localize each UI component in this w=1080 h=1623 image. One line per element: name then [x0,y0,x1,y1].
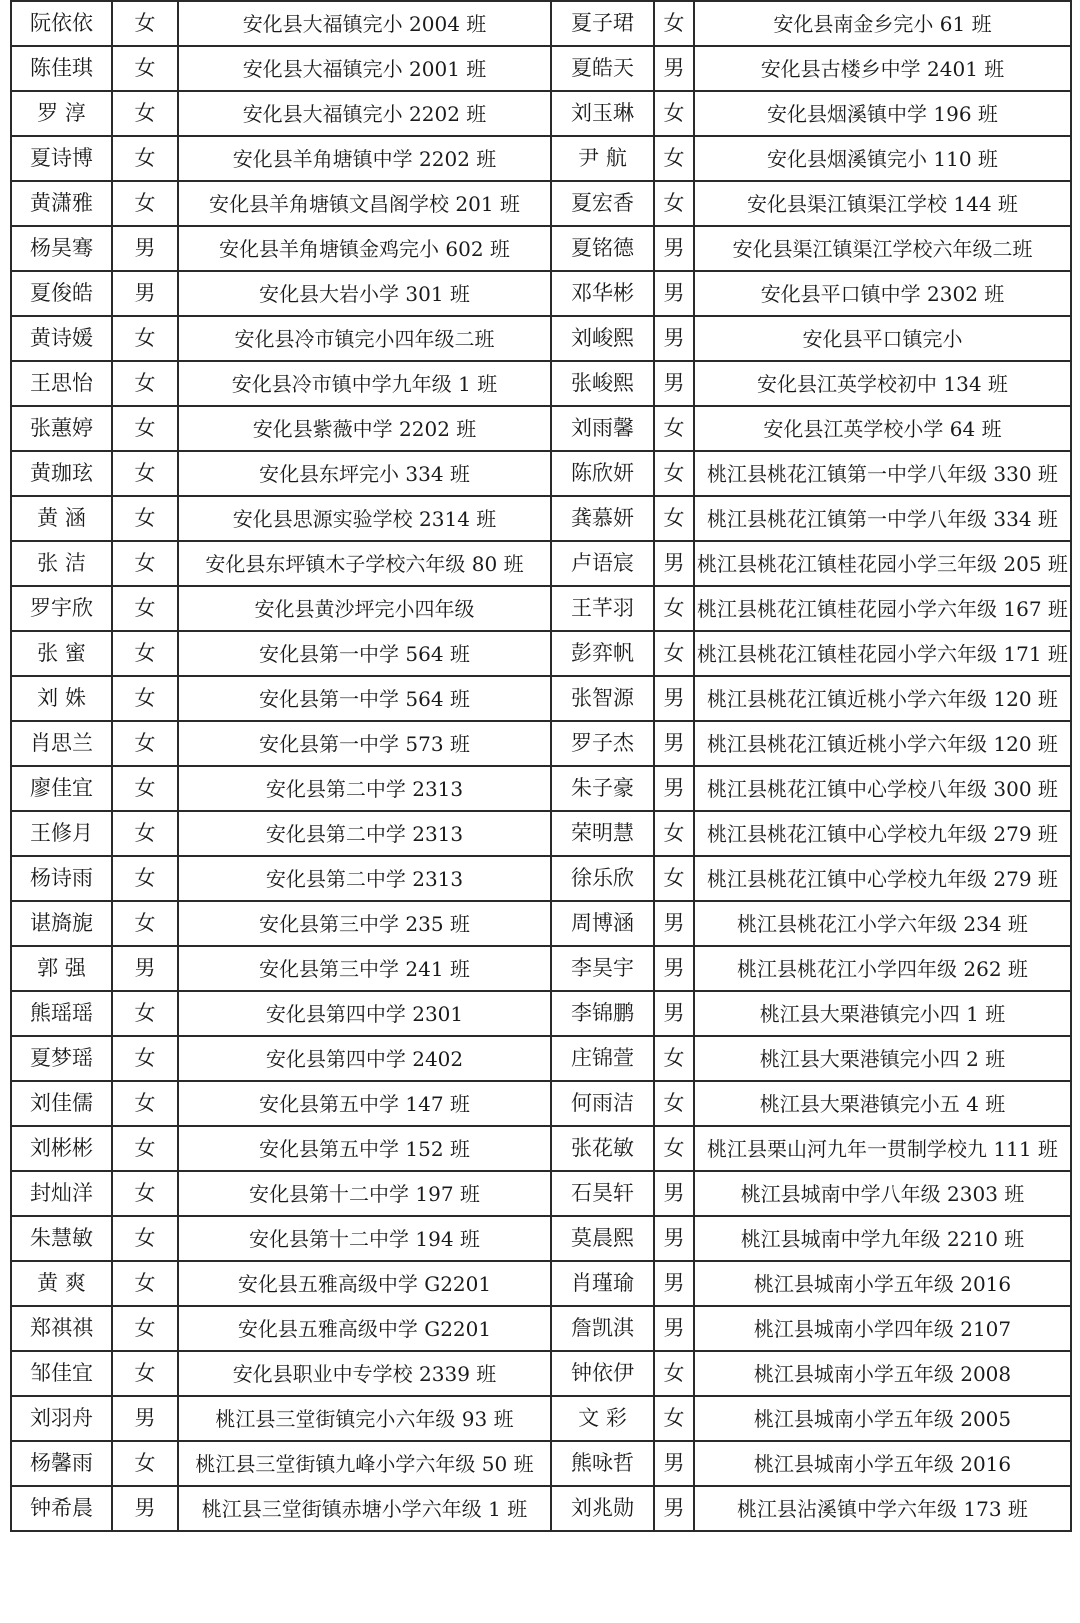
student-name-right: 夏铭德 [551,226,654,271]
school-class-right: 安化县烟溪镇完小 110 班 [694,136,1071,181]
student-name-left: 郑祺祺 [11,1306,112,1351]
school-class-right: 桃江县桃花江镇中心学校八年级 300 班 [694,766,1071,811]
school-class-right: 桃江县桃花江镇中心学校九年级 279 班 [694,811,1071,856]
school-class-right: 桃江县大栗港镇完小四 2 班 [694,1036,1071,1081]
gender-left: 女 [112,541,178,586]
gender-left: 男 [112,226,178,271]
school-class-right: 桃江县桃花江镇桂花园小学六年级 171 班 [694,631,1071,676]
student-name-left: 王思怡 [11,361,112,406]
gender-right: 女 [654,496,694,541]
table-row [11,136,1071,181]
gender-left: 女 [112,91,178,136]
gender-left: 女 [112,46,178,91]
gender-right: 男 [654,316,694,361]
student-name-right: 石昊轩 [551,1171,654,1216]
school-class-left: 安化县东坪完小 334 班 [178,451,551,496]
school-class-right: 安化县平口镇完小 [694,316,1071,361]
table-row [11,676,1071,721]
gender-left: 女 [112,1261,178,1306]
gender-left: 女 [112,496,178,541]
gender-left: 女 [112,1126,178,1171]
school-class-left: 安化县羊角塘镇中学 2202 班 [178,136,551,181]
student-name-left: 张 洁 [11,541,112,586]
table-row [11,1306,1071,1351]
school-class-left: 安化县五雅高级中学 G2201 [178,1306,551,1351]
school-class-right: 桃江县城南小学四年级 2107 [694,1306,1071,1351]
gender-left: 女 [112,136,178,181]
student-name-left: 邹佳宜 [11,1351,112,1396]
table-row [11,1441,1071,1486]
school-class-left: 安化县第二中学 2313 [178,811,551,856]
gender-right: 女 [654,1,694,46]
gender-left: 女 [112,1306,178,1351]
gender-left: 女 [112,721,178,766]
gender-right: 女 [654,1081,694,1126]
gender-right: 女 [654,136,694,181]
school-class-right: 安化县古楼乡中学 2401 班 [694,46,1071,91]
school-class-left: 安化县五雅高级中学 G2201 [178,1261,551,1306]
student-name-right: 徐乐欣 [551,856,654,901]
school-class-left: 安化县第一中学 573 班 [178,721,551,766]
student-name-left: 陈佳琪 [11,46,112,91]
student-name-right: 李锦鹏 [551,991,654,1036]
table-row [11,1216,1071,1261]
school-class-left: 安化县大福镇完小 2001 班 [178,46,551,91]
roster-sheet [10,0,1070,1532]
student-roster-table [10,0,1072,1532]
gender-right: 女 [654,631,694,676]
gender-right: 男 [654,271,694,316]
gender-left: 女 [112,991,178,1036]
gender-right: 女 [654,1036,694,1081]
table-row [11,91,1071,136]
gender-left: 女 [112,1351,178,1396]
roster-body [11,1,1071,1531]
school-class-left: 安化县大福镇完小 2004 班 [178,1,551,46]
gender-left: 女 [112,1216,178,1261]
student-name-left: 杨馨雨 [11,1441,112,1486]
student-name-right: 王芊羽 [551,586,654,631]
student-name-right: 夏宏香 [551,181,654,226]
gender-left: 女 [112,1441,178,1486]
student-name-left: 黄 爽 [11,1261,112,1306]
table-row [11,271,1071,316]
school-class-right: 安化县江英学校初中 134 班 [694,361,1071,406]
gender-left: 男 [112,1396,178,1441]
student-name-left: 廖佳宜 [11,766,112,811]
student-name-right: 龚慕妍 [551,496,654,541]
school-class-right: 桃江县桃花江小学四年级 262 班 [694,946,1071,991]
student-name-right: 卢语宸 [551,541,654,586]
student-name-right: 熊咏哲 [551,1441,654,1486]
student-name-left: 王修月 [11,811,112,856]
student-name-left: 熊瑶瑶 [11,991,112,1036]
gender-left: 女 [112,856,178,901]
table-row [11,586,1071,631]
school-class-right: 桃江县城南小学五年级 2016 [694,1441,1071,1486]
student-name-right: 詹凯淇 [551,1306,654,1351]
table-row [11,1261,1071,1306]
gender-right: 男 [654,541,694,586]
table-row [11,766,1071,811]
gender-right: 男 [654,766,694,811]
gender-right: 女 [654,586,694,631]
gender-left: 女 [112,766,178,811]
school-class-right: 安化县江英学校小学 64 班 [694,406,1071,451]
school-class-left: 安化县第十二中学 194 班 [178,1216,551,1261]
school-class-right: 桃江县城南中学八年级 2303 班 [694,1171,1071,1216]
table-row [11,1396,1071,1441]
student-name-right: 周博涵 [551,901,654,946]
gender-right: 男 [654,676,694,721]
table-row [11,1351,1071,1396]
student-name-right: 夏子珺 [551,1,654,46]
gender-right: 女 [654,91,694,136]
student-name-right: 邓华彬 [551,271,654,316]
table-row [11,856,1071,901]
student-name-right: 尹 航 [551,136,654,181]
student-name-right: 刘雨馨 [551,406,654,451]
student-name-right: 张峻熙 [551,361,654,406]
gender-left: 女 [112,361,178,406]
school-class-right: 安化县烟溪镇中学 196 班 [694,91,1071,136]
table-row [11,181,1071,226]
school-class-left: 安化县黄沙坪完小四年级 [178,586,551,631]
school-class-right: 桃江县桃花江镇桂花园小学六年级 167 班 [694,586,1071,631]
student-name-right: 文 彩 [551,1396,654,1441]
student-name-left: 阮依依 [11,1,112,46]
table-row [11,1036,1071,1081]
school-class-left: 安化县第二中学 2313 [178,766,551,811]
gender-left: 男 [112,271,178,316]
student-name-left: 罗宇欣 [11,586,112,631]
gender-left: 女 [112,1,178,46]
school-class-right: 桃江县城南小学五年级 2016 [694,1261,1071,1306]
gender-right: 男 [654,1486,694,1531]
table-row [11,496,1071,541]
student-name-left: 刘羽舟 [11,1396,112,1441]
school-class-right: 安化县南金乡完小 61 班 [694,1,1071,46]
school-class-left: 安化县职业中专学校 2339 班 [178,1351,551,1396]
student-name-right: 张花敏 [551,1126,654,1171]
gender-right: 男 [654,1306,694,1351]
student-name-right: 罗子杰 [551,721,654,766]
gender-right: 女 [654,1351,694,1396]
school-class-right: 桃江县沾溪镇中学六年级 173 班 [694,1486,1071,1531]
school-class-right: 桃江县城南小学五年级 2005 [694,1396,1071,1441]
gender-left: 女 [112,181,178,226]
gender-left: 女 [112,1081,178,1126]
gender-right: 女 [654,1396,694,1441]
gender-right: 女 [654,811,694,856]
gender-right: 女 [654,1126,694,1171]
school-class-right: 桃江县大栗港镇完小五 4 班 [694,1081,1071,1126]
student-name-right: 庄锦萱 [551,1036,654,1081]
student-name-left: 张蕙婷 [11,406,112,451]
gender-right: 男 [654,226,694,271]
gender-left: 女 [112,406,178,451]
school-class-left: 安化县第二中学 2313 [178,856,551,901]
gender-right: 男 [654,901,694,946]
student-name-left: 张 蜜 [11,631,112,676]
school-class-right: 桃江县大栗港镇完小四 1 班 [694,991,1071,1036]
school-class-right: 安化县平口镇中学 2302 班 [694,271,1071,316]
student-name-left: 黄潇雅 [11,181,112,226]
student-name-right: 陈欣妍 [551,451,654,496]
school-class-right: 桃江县城南中学九年级 2210 班 [694,1216,1071,1261]
student-name-left: 钟希晨 [11,1486,112,1531]
student-name-right: 荣明慧 [551,811,654,856]
table-row [11,1486,1071,1531]
gender-right: 男 [654,1216,694,1261]
school-class-left: 桃江县三堂街镇九峰小学六年级 50 班 [178,1441,551,1486]
student-name-left: 黄珈玹 [11,451,112,496]
student-name-left: 黄诗媛 [11,316,112,361]
student-name-left: 夏俊皓 [11,271,112,316]
gender-left: 女 [112,586,178,631]
student-name-right: 刘玉琳 [551,91,654,136]
table-row [11,316,1071,361]
gender-left: 女 [112,901,178,946]
gender-right: 女 [654,856,694,901]
school-class-left: 安化县大岩小学 301 班 [178,271,551,316]
school-class-left: 安化县冷市镇完小四年级二班 [178,316,551,361]
student-name-right: 刘兆勋 [551,1486,654,1531]
school-class-right: 桃江县桃花江镇第一中学八年级 330 班 [694,451,1071,496]
school-class-right: 桃江县桃花江镇中心学校九年级 279 班 [694,856,1071,901]
table-row [11,811,1071,856]
school-class-right: 桃江县桃花江镇近桃小学六年级 120 班 [694,676,1071,721]
gender-right: 男 [654,946,694,991]
table-row [11,451,1071,496]
table-row [11,1126,1071,1171]
school-class-left: 安化县第四中学 2301 [178,991,551,1036]
gender-left: 男 [112,946,178,991]
gender-left: 女 [112,1171,178,1216]
student-name-left: 罗 淳 [11,91,112,136]
table-row [11,991,1071,1036]
gender-left: 女 [112,811,178,856]
school-class-left: 安化县第一中学 564 班 [178,676,551,721]
gender-left: 女 [112,676,178,721]
gender-right: 男 [654,1261,694,1306]
school-class-left: 安化县东坪镇木子学校六年级 80 班 [178,541,551,586]
school-class-left: 安化县思源实验学校 2314 班 [178,496,551,541]
table-row [11,901,1071,946]
gender-left: 女 [112,631,178,676]
student-name-right: 莫晨熙 [551,1216,654,1261]
gender-right: 男 [654,1171,694,1216]
student-name-left: 谌旖旎 [11,901,112,946]
table-row [11,1,1071,46]
student-name-right: 李昊宇 [551,946,654,991]
student-name-left: 杨昊骞 [11,226,112,271]
student-name-left: 刘彬彬 [11,1126,112,1171]
student-name-left: 封灿洋 [11,1171,112,1216]
school-class-left: 安化县冷市镇中学九年级 1 班 [178,361,551,406]
student-name-left: 刘佳儒 [11,1081,112,1126]
table-row [11,946,1071,991]
school-class-left: 安化县羊角塘镇文昌阁学校 201 班 [178,181,551,226]
gender-right: 男 [654,991,694,1036]
student-name-right: 何雨洁 [551,1081,654,1126]
table-row [11,46,1071,91]
student-name-left: 刘 姝 [11,676,112,721]
school-class-right: 安化县渠江镇渠江学校六年级二班 [694,226,1071,271]
table-row [11,721,1071,766]
student-name-left: 杨诗雨 [11,856,112,901]
school-class-left: 安化县羊角塘镇金鸡完小 602 班 [178,226,551,271]
gender-right: 男 [654,721,694,766]
student-name-left: 郭 强 [11,946,112,991]
gender-right: 女 [654,451,694,496]
school-class-right: 桃江县桃花江镇桂花园小学三年级 205 班 [694,541,1071,586]
student-name-right: 肖瑾瑜 [551,1261,654,1306]
gender-right: 男 [654,1441,694,1486]
table-row [11,361,1071,406]
gender-right: 女 [654,181,694,226]
student-name-right: 朱子豪 [551,766,654,811]
school-class-right: 桃江县桃花江镇近桃小学六年级 120 班 [694,721,1071,766]
gender-right: 女 [654,406,694,451]
gender-left: 女 [112,451,178,496]
school-class-left: 安化县第十二中学 197 班 [178,1171,551,1216]
school-class-left: 安化县紫薇中学 2202 班 [178,406,551,451]
gender-right: 男 [654,361,694,406]
table-row [11,541,1071,586]
table-row [11,1081,1071,1126]
table-row [11,1171,1071,1216]
school-class-left: 安化县第三中学 235 班 [178,901,551,946]
gender-right: 男 [654,46,694,91]
student-name-left: 夏诗博 [11,136,112,181]
school-class-left: 安化县第一中学 564 班 [178,631,551,676]
school-class-left: 桃江县三堂街镇赤塘小学六年级 1 班 [178,1486,551,1531]
gender-left: 男 [112,1486,178,1531]
table-row [11,226,1071,271]
gender-left: 女 [112,316,178,361]
table-row [11,406,1071,451]
student-name-left: 朱慧敏 [11,1216,112,1261]
school-class-left: 安化县大福镇完小 2202 班 [178,91,551,136]
table-row [11,631,1071,676]
school-class-right: 桃江县栗山河九年一贯制学校九 111 班 [694,1126,1071,1171]
school-class-right: 桃江县桃花江小学六年级 234 班 [694,901,1071,946]
student-name-right: 彭弈帆 [551,631,654,676]
gender-left: 女 [112,1036,178,1081]
student-name-right: 钟依伊 [551,1351,654,1396]
school-class-left: 桃江县三堂街镇完小六年级 93 班 [178,1396,551,1441]
school-class-left: 安化县第五中学 147 班 [178,1081,551,1126]
student-name-left: 肖思兰 [11,721,112,766]
school-class-left: 安化县第四中学 2402 [178,1036,551,1081]
school-class-right: 安化县渠江镇渠江学校 144 班 [694,181,1071,226]
school-class-right: 桃江县城南小学五年级 2008 [694,1351,1071,1396]
student-name-right: 张智源 [551,676,654,721]
student-name-left: 黄 涵 [11,496,112,541]
student-name-right: 刘峻熙 [551,316,654,361]
student-name-left: 夏梦瑶 [11,1036,112,1081]
school-class-left: 安化县第三中学 241 班 [178,946,551,991]
school-class-left: 安化县第五中学 152 班 [178,1126,551,1171]
school-class-right: 桃江县桃花江镇第一中学八年级 334 班 [694,496,1071,541]
student-name-right: 夏皓天 [551,46,654,91]
